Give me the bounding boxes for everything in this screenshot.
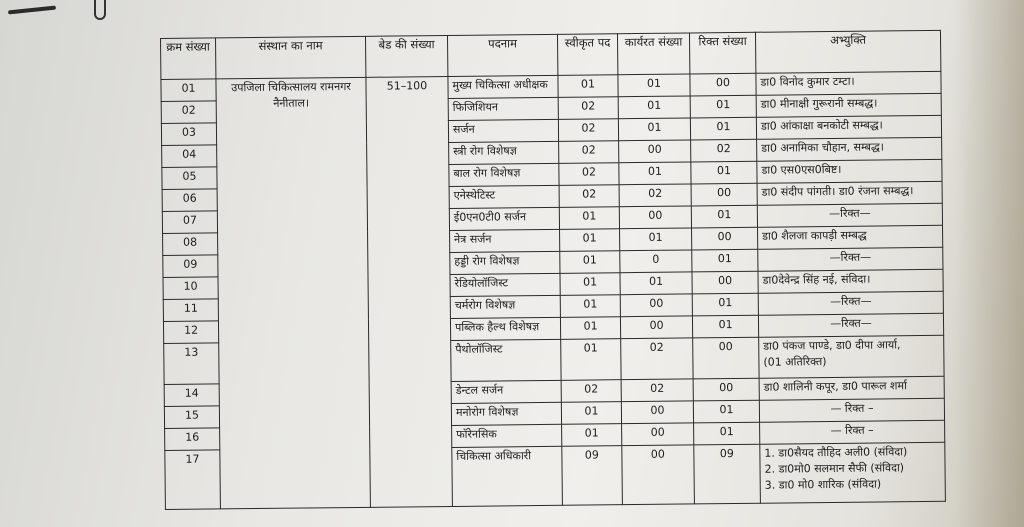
post-cell: एनेस्थेटिस्ट [449, 185, 559, 208]
vacant-cell: 00 [692, 271, 758, 294]
serial-cell: 10 [163, 277, 218, 300]
vacant-cell: 02 [691, 139, 757, 162]
remark-line: डा0 आंकाक्षा बनकोटी सम्बद्ध। [760, 118, 883, 133]
remarks-cell [759, 398, 944, 422]
post-cell: पैथोलॉजिस्ट [451, 339, 561, 381]
serial-cell: 03 [161, 123, 216, 146]
paper-clip-mark [94, 0, 106, 20]
vacant-cell: 00 [693, 378, 759, 401]
post-cell: मनोरोग विशेषज्ञ [451, 402, 561, 425]
header-remarks: अभ्युक्ति [755, 30, 940, 73]
remarks-cell [758, 291, 943, 315]
working-cell: 01 [619, 162, 691, 185]
remark-line: डा0 संदीप पांगती। डा0 रंजना सम्बद्ध। [761, 184, 914, 199]
sanctioned-cell: 01 [561, 402, 621, 425]
post-cell: स्त्री रोग विशेषज्ञ [449, 141, 559, 164]
serial-cell: 04 [162, 145, 217, 168]
remark-line: डा0 एस0एस0बिष्ट। [761, 162, 842, 177]
sanctioned-cell: 01 [560, 273, 620, 296]
post-cell: डेन्टल सर्जन [451, 380, 561, 403]
remark-line: 3. डा0 मो0 शारिक (संविदा) [764, 477, 882, 492]
vacant-cell: 09 [694, 444, 761, 504]
page-edge-shadow [954, 0, 1024, 527]
vacant-cell: 01 [693, 400, 759, 423]
pen-stroke-mark [8, 6, 56, 15]
serial-cell: 15 [164, 406, 219, 429]
header-institution: संस्थान का नाम [216, 36, 366, 79]
remarks-cell [758, 225, 943, 249]
post-cell: फॉरेनसिक [452, 424, 562, 447]
vacant-cell: 00 [690, 73, 756, 96]
serial-cell: 07 [162, 211, 217, 234]
vacant-cell: 00 [693, 337, 759, 379]
post-cell: फिजिशियन [448, 97, 558, 120]
working-cell: 02 [621, 379, 693, 402]
sanctioned-cell: 02 [558, 119, 618, 142]
remark-line: डा0 विनोद कुमार टम्टा। [760, 74, 855, 89]
remarks-cell [756, 93, 941, 117]
remark-line: डा0 अनामिका चौहान, सम्बद्ध। [761, 140, 884, 155]
header-serial: क्रम संख्या [161, 38, 216, 80]
serial-cell: 02 [161, 101, 216, 124]
vacant-cell: 01 [691, 161, 757, 184]
sanctioned-cell: 02 [561, 380, 621, 403]
working-cell: 01 [618, 96, 690, 119]
vacant-cell: 01 [692, 315, 758, 338]
working-cell: 00 [619, 140, 691, 163]
vacant-cell: 01 [690, 95, 756, 118]
working-cell: 02 [621, 338, 693, 380]
header-working: कार्यरत संख्या [617, 33, 689, 75]
remark-line: डा0 शालिनी कपूर, डा0 पारूल शर्मा [763, 379, 908, 394]
remarks-cell [758, 313, 943, 337]
serial-cell: 08 [163, 233, 218, 256]
serial-cell: 06 [162, 189, 217, 212]
remark-line: (01 अतिरिक्त) [763, 355, 827, 369]
sanctioned-cell: 01 [561, 339, 621, 381]
remark-line: —रिक्त— [829, 206, 871, 221]
working-cell: 02 [619, 184, 691, 207]
remark-line: — रिक्त – [830, 401, 874, 415]
post-cell: पब्लिक हैल्थ विशेषज्ञ [450, 317, 560, 340]
remarks-cell [760, 420, 945, 444]
header-sanctioned: स्वीकृत पद [557, 34, 617, 76]
working-cell: 01 [618, 74, 690, 97]
remark-line: डा0 मीनाक्षी गुरूरानी सम्बद्ध। [760, 96, 878, 111]
remarks-cell [760, 442, 946, 503]
working-cell: 00 [621, 401, 693, 424]
sanctioned-cell: 01 [558, 75, 618, 98]
remarks-cell [758, 247, 943, 271]
serial-cell: 11 [163, 299, 218, 322]
serial-cell: 17 [165, 450, 221, 510]
post-cell: रेडियोलॉजिस्ट [450, 273, 560, 296]
working-cell: 01 [620, 228, 692, 251]
serial-cell: 05 [162, 167, 217, 190]
header-vacant: रिक्त संख्या [689, 32, 755, 74]
sanctioned-cell: 02 [559, 163, 619, 186]
remarks-cell [757, 181, 942, 205]
sanctioned-cell: 01 [562, 424, 622, 447]
remark-line: —रिक्त— [830, 316, 872, 330]
remark-line: डा0देवेन्द्र सिंह नई, संविदा। [762, 272, 871, 287]
working-cell: 00 [620, 294, 692, 317]
post-cell: बाल रोग विशेषज्ञ [449, 163, 559, 186]
post-cell: मुख्य चिकित्सा अधीक्षक [448, 75, 558, 98]
remarks-cell [757, 137, 942, 161]
sanctioned-cell: 02 [558, 97, 618, 120]
post-cell: चिकित्सा अधिकारी [452, 446, 563, 506]
post-cell: नेत्र सर्जन [450, 229, 560, 252]
working-cell: 00 [620, 316, 692, 339]
sanctioned-cell: 01 [560, 295, 620, 318]
vacant-cell: 01 [692, 293, 758, 316]
vacant-cell: 01 [690, 117, 756, 140]
serial-cell: 12 [163, 321, 218, 344]
serial-cell: 13 [164, 343, 219, 385]
header-post: पदनाम [447, 34, 557, 76]
working-cell: 01 [620, 272, 692, 295]
sanctioned-cell: 02 [559, 141, 619, 164]
sanctioned-cell: 02 [559, 185, 619, 208]
table-body [161, 71, 945, 509]
working-cell: 0 [620, 250, 692, 273]
vacant-cell: 00 [691, 183, 757, 206]
remarks-cell [756, 115, 941, 139]
serial-cell: 01 [161, 79, 216, 102]
remark-line: 2. डा0मो0 सलमान सैफी (संविदा) [764, 461, 905, 476]
beds-cell: 51–100 [366, 76, 452, 507]
remark-line: — रिक्त – [830, 423, 874, 437]
working-cell: 01 [618, 118, 690, 141]
working-cell: 00 [622, 423, 694, 446]
sanctioned-cell: 01 [560, 229, 620, 252]
vacant-cell: 00 [692, 227, 758, 250]
sanctioned-cell: 01 [560, 317, 620, 340]
header-beds: बेड की संख्या [365, 35, 447, 77]
working-cell: 00 [619, 206, 691, 229]
post-cell: चर्मरोग विशेषज्ञ [450, 295, 560, 318]
serial-cell: 16 [165, 428, 220, 451]
sanctioned-cell: 01 [560, 251, 620, 274]
remarks-cell [759, 335, 944, 378]
working-cell: 00 [622, 445, 695, 505]
serial-cell: 09 [163, 255, 218, 278]
remarks-cell [759, 376, 944, 400]
post-cell: ई0एन0टी0 सर्जन [449, 207, 559, 230]
remark-line: —रिक्त— [829, 294, 872, 308]
post-cell: सर्जन [448, 119, 558, 142]
remarks-cell [756, 71, 941, 95]
serial-cell: 14 [164, 384, 219, 407]
vacant-cell: 01 [691, 205, 757, 228]
remarks-cell [757, 203, 942, 227]
vacant-cell: 01 [692, 249, 758, 272]
remark-line: डा0 पंकज पाण्डे, डा0 दीपा आर्या, [763, 338, 901, 353]
staff-position-table [160, 30, 946, 510]
remarks-cell [758, 269, 943, 293]
vacant-cell: 01 [694, 422, 760, 445]
remarks-cell [757, 159, 942, 183]
remark-line: —रिक्त— [829, 250, 872, 265]
remark-line: 1. डा0सैयद तौहिद अली0 (संविदा) [764, 445, 908, 460]
institution-cell: उपजिला चिकित्सालय रामनगर नैनीताल। [216, 77, 370, 509]
sanctioned-cell: 09 [562, 446, 623, 506]
post-cell: हड्डी रोग विशेषज्ञ [450, 251, 560, 274]
remark-line: डा0 शैलजा कापड़ी सम्बद्ध [762, 228, 867, 243]
sanctioned-cell: 01 [559, 207, 619, 230]
